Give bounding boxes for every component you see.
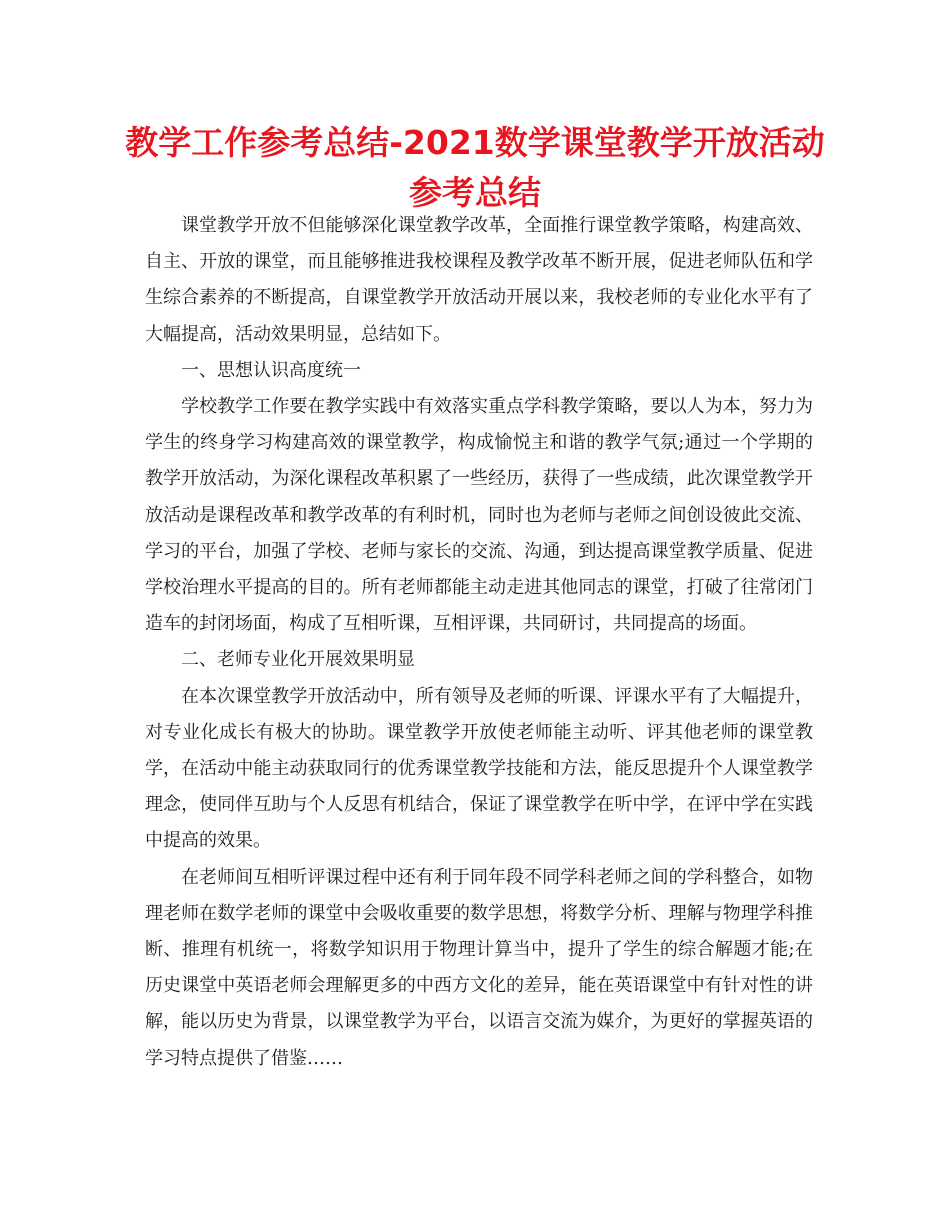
document-body [145,208,813,1077]
paragraph-intro: 课堂教学开放不但能够深化课堂教学改革，全面推行课堂教学策略，构建高效、自主、开放的课堂，而且能够推进我校课程及教学改革不断开展，促进老师队伍和学生综合素养的不断提高，自课堂教学开放活动开展以来，我校老师的专业化水平有了大幅提高，活动效果明显，总结如下。 [145,215,813,345]
document-title: 教学工作参考总结-2021数学课堂教学开放活动参考总结 [125,123,825,212]
section-heading-2: 二、老师专业化开展效果明显 [181,649,415,671]
paragraph-section-1: 学校教学工作要在教学实践中有效落实重点学科教学策略，要以人为本，努力为学生的终身学习构建高效的课堂教学，构成愉悦主和谐的教学气氛;通过一个学期的教学开放活动，为深化课程改革积累了一些经历，获得了一些成绩，此次课堂教学开放活动是课程改革和教学改革的有利时机，同时也为老师与老师之间创设彼此交流、学习的平台，加强了学校、老师与家长的交流、沟通，到达提高课堂教学质量、促进学校治理水平提高的目的。所有老师都能主动走进其他同志的课堂，打破了往常闭门造车的封闭场面，构成了互相听课，互相评课，共同研讨，共同提高的场面。 [145,396,813,635]
section-heading-1: 一、思想认识高度统一 [181,359,361,381]
paragraph-section-2b: 在老师间互相听评课过程中还有利于同年段不同学科老师之间的学科整合，如物理老师在数学老师的课堂中会吸收重要的数学思想，将数学分析、理解与物理学科推断、推理有机统一，将数学知识用于物理计算当中，提升了学生的综合解题才能;在历史课堂中英语老师会理解更多的中西方文化的差异，能在英语课堂中有针对性的讲解，能以历史为背景，以课堂教学为平台，以语言交流为媒介，为更好的掌握英语的学习特点提供了借鉴…… [145,866,813,1069]
paragraph-section-2a: 在本次课堂教学开放活动中，所有领导及老师的听课、评课水平有了大幅提升，对专业化成长有极大的协助。课堂教学开放使老师能主动听、评其他老师的课堂教学，在活动中能主动获取同行的优秀课堂教学技能和方法，能反思提升个人课堂教学理念，使同伴互助与个人反思有机结合，保证了课堂教学在听中学，在评中学在实践中提高的效果。 [145,685,813,852]
